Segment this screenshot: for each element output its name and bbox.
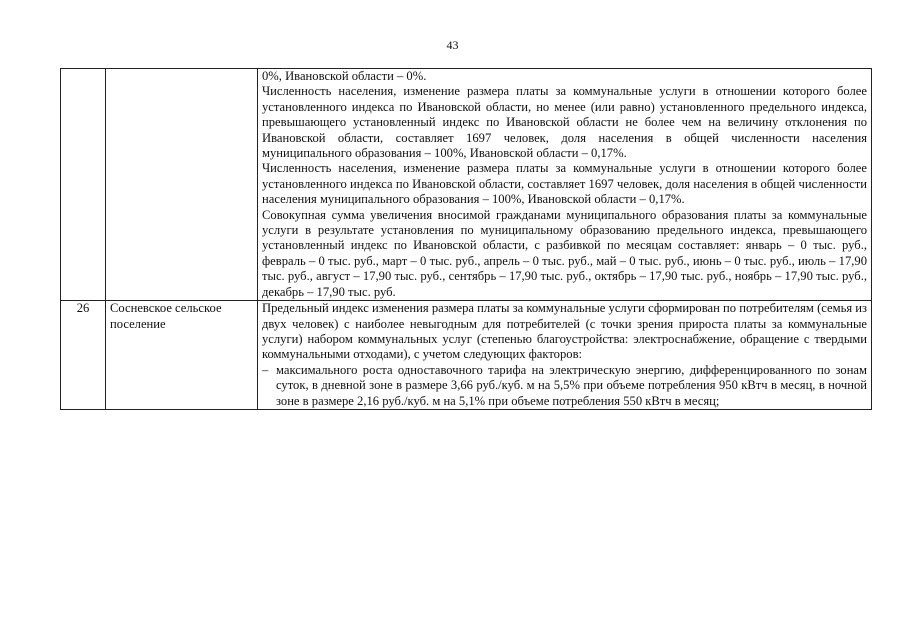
list-item-text: максимального роста одноставочного тарифа на электрическую энергию, дифференцированного по зонам суток, в дневной зоне в размере 3,66 руб./куб. м на 5,5% при объеме потребления 950 кВтч в месяц, в ночной зоне в размере 2,16 руб./куб. м на 5,1% при объеме потребления 550 кВтч в месяц; [276,362,867,408]
paragraph: Совокупная сумма увеличения вносимой гражданами муниципального образования платы за коммунальные услуги в результате установления по муниципальному образованию предельного индекса, превышающего установленный индекс по Ивановской области, с разбивкой по месяцам составляет: январь – 0 тыс. руб., февраль – 0 тыс. руб., март – 0 тыс. руб., апрель – 0 тыс. руб., май – 0 тыс. руб., июнь – 0 тыс. руб., июль – 17,90 тыс. руб., август – 17,90 тыс. руб., сентябрь – 17,90 тыс. руб., октябрь – 17,90 тыс. руб., ноябрь – 17,90 тыс. руб., декабрь – 17,90 тыс. руб. [262,207,867,299]
paragraph: Численность населения, изменение размера платы за коммунальные услуги в отношении которого более установленного индекса по Ивановской области, но менее (или равно) установленного предельного индекса, превышающего установленный индекс по Ивановской области не более чем на величину отклонения по Ивановской области, составляет 1697 человек, доля населения в общей численности населения муниципального образования – 100%, Ивановской области – 0,17%. [262,84,867,161]
table-row [61,69,872,301]
row-number-cell [61,69,106,301]
paragraph: Численность населения, изменение размера платы за коммунальные услуги в отношении которого более установленного индекса по Ивановской области, составляет 1697 человек, доля населения в общей численности населения муниципального образования – 100%, Ивановской области – 0,17%. [262,161,867,207]
paragraph: 0%, Ивановской области – 0%. [262,69,427,83]
description-cell [258,69,872,301]
description-cell [258,301,872,410]
page-number: 43 [446,38,459,52]
list-item [262,363,867,409]
municipal-table [60,68,872,410]
paragraph: Предельный индекс изменения размера платы за коммунальные услуги сформирован по потребителям (семья из двух человек) с наиболее невыгодным для потребителей (с точки зрения прироста платы за коммунальные услуги) набором коммунальных услуг (степенью благоустройства: электроснабжение, обращение с твердыми коммунальными отходами), с учетом следующих факторов: [262,301,867,362]
table-row [61,301,872,410]
municipality-name-cell: Сосневское сельское поселение [106,301,258,410]
row-number-cell: 26 [61,301,106,410]
dash-marker: – [262,362,269,377]
municipality-name-cell [106,69,258,301]
